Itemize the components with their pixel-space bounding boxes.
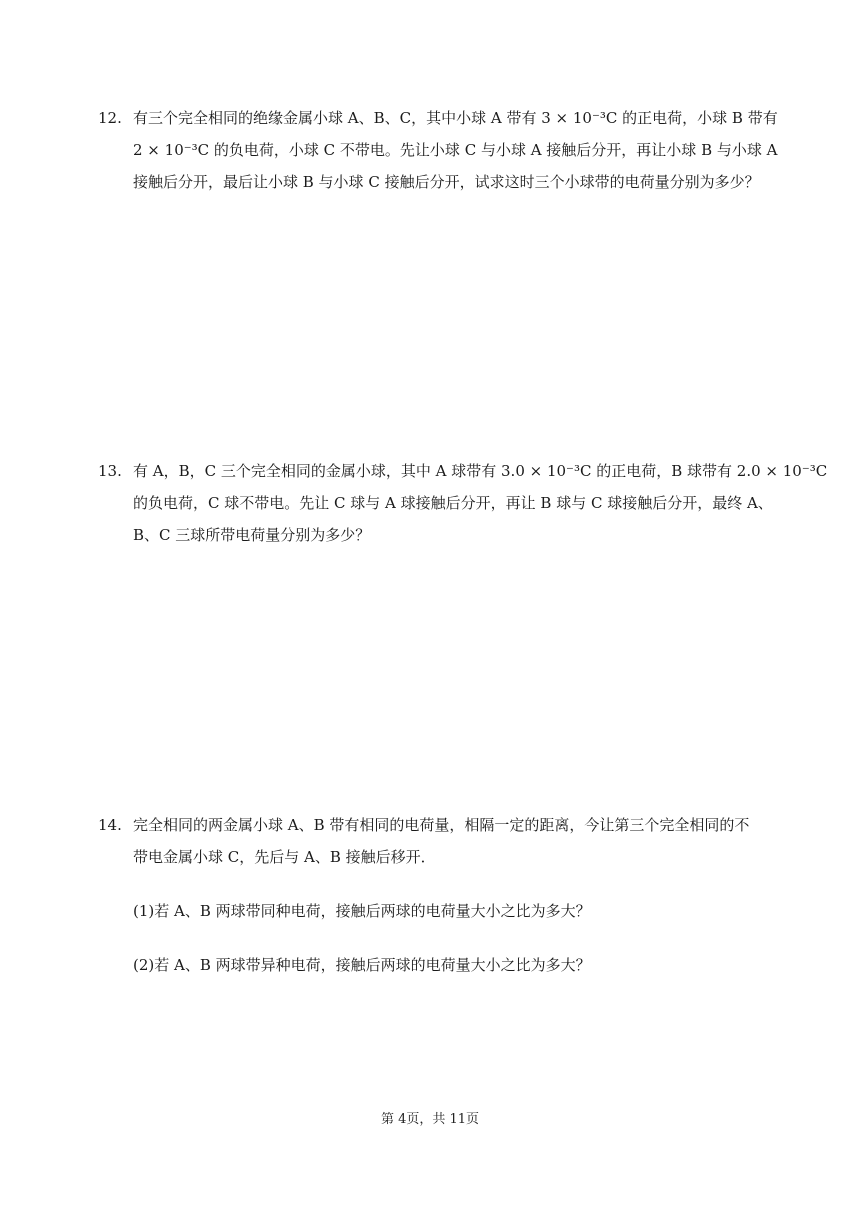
question-number: 12. xyxy=(98,109,122,127)
sub-question-1: (1)若 A、B 两球带同种电荷，接触后两球的电荷量大小之比为多大？ xyxy=(133,902,591,920)
question-14 xyxy=(98,809,758,981)
question-line: 有 A，B，C 三个完全相同的金属小球，其中 A 球带有 3.0 × 10⁻³C 的正电荷，B 球带有 2.0 × 10⁻³C xyxy=(133,462,828,480)
question-text xyxy=(133,102,778,198)
sub-question-2: (2)若 A、B 两球带异种电荷，接触后两球的电荷量大小之比为多大？ xyxy=(133,956,591,974)
question-12 xyxy=(98,102,778,198)
question-line: 完全相同的两金属小球 A、B 带有相同的电荷量，相隔一定的距离，今让第三个完全相同的不 xyxy=(133,816,750,834)
question-text xyxy=(133,809,758,873)
question-line: 2 × 10⁻³C 的负电荷，小球 C 不带电。先让小球 C 与小球 A 接触后分开，再让小球 B 与小球 A xyxy=(133,141,778,159)
question-line: 有三个完全相同的绝缘金属小球 A、B、C，其中小球 A 带有 3 × 10⁻³C 的正电荷，小球 B 带有 xyxy=(133,109,778,127)
question-13 xyxy=(98,455,828,551)
page-footer: 第 4页，共 11页 xyxy=(380,1112,480,1127)
question-number: 14. xyxy=(98,816,122,834)
question-line: B、C 三球所带电荷量分别为多少？ xyxy=(133,526,371,544)
question-number: 13. xyxy=(98,462,122,480)
question-text xyxy=(133,455,828,551)
question-line: 接触后分开，最后让小球 B 与小球 C 接触后分开，试求这时三个小球带的电荷量分别为多少？ xyxy=(133,173,760,191)
question-line: 的负电荷，C 球不带电。先让 C 球与 A 球接触后分开，再让 B 球与 C 球接触后分开，最终 A、 xyxy=(133,494,773,512)
question-line: 带电金属小球 C，先后与 A、B 接触后移开． xyxy=(133,848,436,866)
